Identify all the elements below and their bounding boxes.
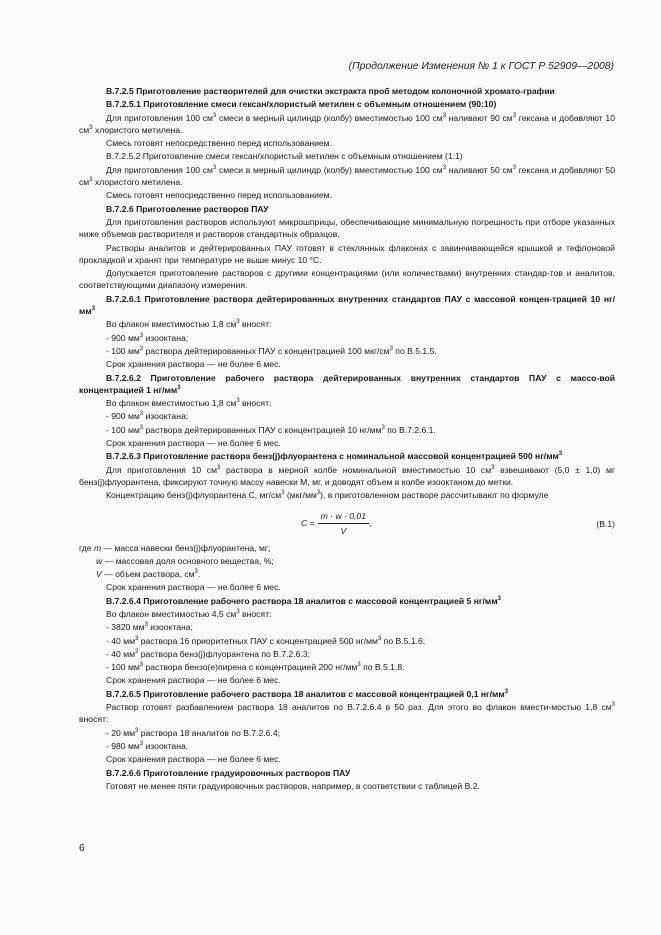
- paragraph: Допускается приготовление растворов с другими концентрациями (или количествами) внутренних стандар-тов и аналитов, соответствующими диапазону измерения.: [79, 268, 615, 291]
- paragraph: B.7.2.5.2 Приготовление смеси гексан/хлористый метилен с объемным отношением (1:1): [106, 151, 463, 162]
- paragraph: Раствор готовят разбавлением раствора 18 аналитов по В.7.2.6.4 в 50 раз. Для этого во флакон вмести-мостью 1,8 $см^3$ вносят:: [79, 702, 615, 725]
- formula-lhs: C =: [301, 518, 315, 529]
- formula-denominator: V: [340, 525, 347, 536]
- formula-tail: ,: [369, 518, 372, 529]
- section-block-b: [79, 581, 615, 792]
- formula-number: (В.1): [596, 518, 615, 529]
- list-item: - 100 $мм^3$ раствора дейтерированных ПАУ с концентрацией 100 мкг/$см^3$ по В.5.1.5.: [106, 345, 437, 356]
- formula-numerator: m · w · 0,01: [318, 510, 369, 524]
- paragraph: Готовят не менее пяти градуировочных растворов, например, в соответствии с таблицей В.2.: [106, 780, 480, 791]
- legend-variable: V: [96, 569, 102, 580]
- paragraph: Растворы аналитов и дейтерированных ПАУ готовят в стеклянных флаконах с завинчивающейся крышкой и тефлоновой прокладкой и хранят при температуре не выше минус 10 °С.: [79, 242, 615, 265]
- section-heading: B.7.2.6.3 Приготовление раствора бенз(j)флуорантена с номинальной массовой концентрацией 500 $нг/мм^3$: [106, 451, 563, 462]
- section-heading: B.7.2.6.5 Приготовление рабочего раствора 18 аналитов с массовой концентрацией 0,1 $нг/мм^3$: [106, 688, 509, 699]
- paragraph: Во флакон вместимостью 1,8 $см^3$ вносят:: [106, 319, 272, 330]
- formula-legend: [79, 542, 615, 581]
- paragraph: Смесь готовят непосредственно перед использованием.: [106, 190, 332, 201]
- page-number: 6: [79, 843, 85, 854]
- list-item: - 900 $мм^3$ изооктана;: [106, 332, 189, 343]
- section-heading: B.7.2.6.4 Приготовление рабочего раствора 18 аналитов с массовой концентрацией 5 $нг/мм^3$: [106, 595, 501, 606]
- legend-row: где m — масса навески бенз(j)флуорантена, мг;: [79, 542, 271, 553]
- paragraph: Смесь готовят непосредственно перед использованием.: [106, 138, 332, 149]
- list-item: - 100 $мм^3$ раствора бензо(е)пирена с концентрацией 200 $нг/мм^3$ по В.5.1.8.: [106, 662, 405, 673]
- section-heading: B.7.2.5 Приготовление растворителей для очистки экстракта проб методом колоночной хромато-графии: [106, 86, 555, 96]
- legend-text: — объем раствора, $см^3$.: [101, 569, 201, 580]
- paragraph: Срок хранения раствора — не более 6 мес.: [106, 582, 281, 593]
- section-heading: B.7.2.6 Приготовление растворов ПАУ: [106, 203, 269, 214]
- list-item: - 100 $мм^3$ раствора дейтерированных ПАУ с концентрацией 10 $нг/мм^3$ по В.7.2.6.1.: [106, 424, 436, 435]
- list-item: - 20 $мм^3$ раствора 18 аналитов по В.7.2.6.4;: [106, 727, 280, 738]
- section-heading: B.7.2.6.6 Приготовление градуировочных растворов ПАУ: [106, 767, 351, 778]
- section-block-a: [79, 85, 615, 502]
- paragraph: Срок хранения раствора — не более 6 мес.: [106, 438, 281, 449]
- section-heading: B.7.2.6.2 Приготовление рабочего раствора дейтерированных внутренних стандартов ПАУ с массо-вой концентрацией 1 $нг/мм^3$: [79, 372, 615, 395]
- formula-fraction: [318, 510, 372, 538]
- paragraph: Во флакон вместимостью 4,5 $см^3$ вносят:: [106, 608, 272, 619]
- document-body: [79, 85, 615, 793]
- legend-text: — массовая доля основного вещества, %;: [102, 555, 274, 566]
- section-heading: B.7.2.5.1 Приготовление смеси гексан/хлористый метилен с объемным отношением (90:10): [106, 99, 497, 110]
- running-header: (Продолжение Изменения № 1 к ГОСТ Р 52909—2008): [348, 61, 614, 72]
- list-item: - 3820 $мм^3$ изооктана;: [106, 622, 193, 633]
- legend-row: [79, 568, 615, 580]
- paragraph: Срок хранения раствора — не более 6 мес.: [106, 675, 281, 686]
- legend-variable: w: [96, 555, 103, 566]
- paragraph: Для приготовления 100 $см^3$ смеси в мерный цилиндр (колбу) вместимостью 100 $см^3$ наливают 90 $см^3$ гексана и добавляют 10 $см^3$ хлористого метилена.: [79, 112, 615, 135]
- formula-expression: [301, 510, 371, 538]
- paragraph: Срок хранения раствора — не более 6 мес.: [106, 754, 281, 765]
- paragraph: Срок хранения раствора — не более 6 мес.: [106, 359, 281, 370]
- paragraph: Для приготовления растворов используют микрошприцы, обеспечивающие минимальную погрешность при отборе указанных ниже объемов растворителя и растворов стандартных образцов.: [79, 216, 615, 240]
- paragraph: Концентрацию бенз(j)флуорантена С, $мг/см^3$ $(мкг/мм^3)$, в приготовленном растворе рассчитывают по формуле: [106, 490, 549, 501]
- section-heading: B.7.2.6.1 Приготовление раствора дейтерированных внутренних стандартов ПАУ с массовой концен-трацией 10 $нг/мм^3$: [79, 293, 615, 317]
- list-item: - 900 $мм^3$ изооктана;: [106, 411, 189, 422]
- paragraph: Для приготовления 10 $см^3$ раствора в мерной колбе номинальной вместимостью 10 $см^3$ взвешивают (5,0 ± 1,0) мг бенз(j)флуорантена, фиксируют точную массу навески М, мг, и доводят объем в колбе изооктаном до метки.: [79, 464, 615, 487]
- legend-text: — масса навески бенз(j)флуорантена, мг;: [101, 542, 271, 553]
- list-item: - 40 $мм^3$ раствора 16 приоритетных ПАУ с концентрацией 500 $нг/мм^3$ по В.5.1.6;: [106, 635, 426, 646]
- legend-variable: m: [93, 542, 102, 553]
- paragraph: Во флакон вместимостью 1,8 $см^3$ вносят:: [106, 398, 272, 409]
- formula-b1: [79, 508, 615, 538]
- list-item: - 40 $мм^3$ раствора бенз(j)флуорантена по В.7.2.6.3;: [106, 648, 310, 659]
- legend-row: [79, 555, 615, 567]
- list-item: - 980 $мм^3$ изооктана.: [106, 740, 189, 751]
- paragraph: Для приготовления 100 $см^3$ смеси в мерный цилиндр (колбу) вместимостью 100 $см^3$ наливают 50 $см^3$ гексана и добавляют 50 $см^3$ хлористого метилена.: [79, 164, 615, 188]
